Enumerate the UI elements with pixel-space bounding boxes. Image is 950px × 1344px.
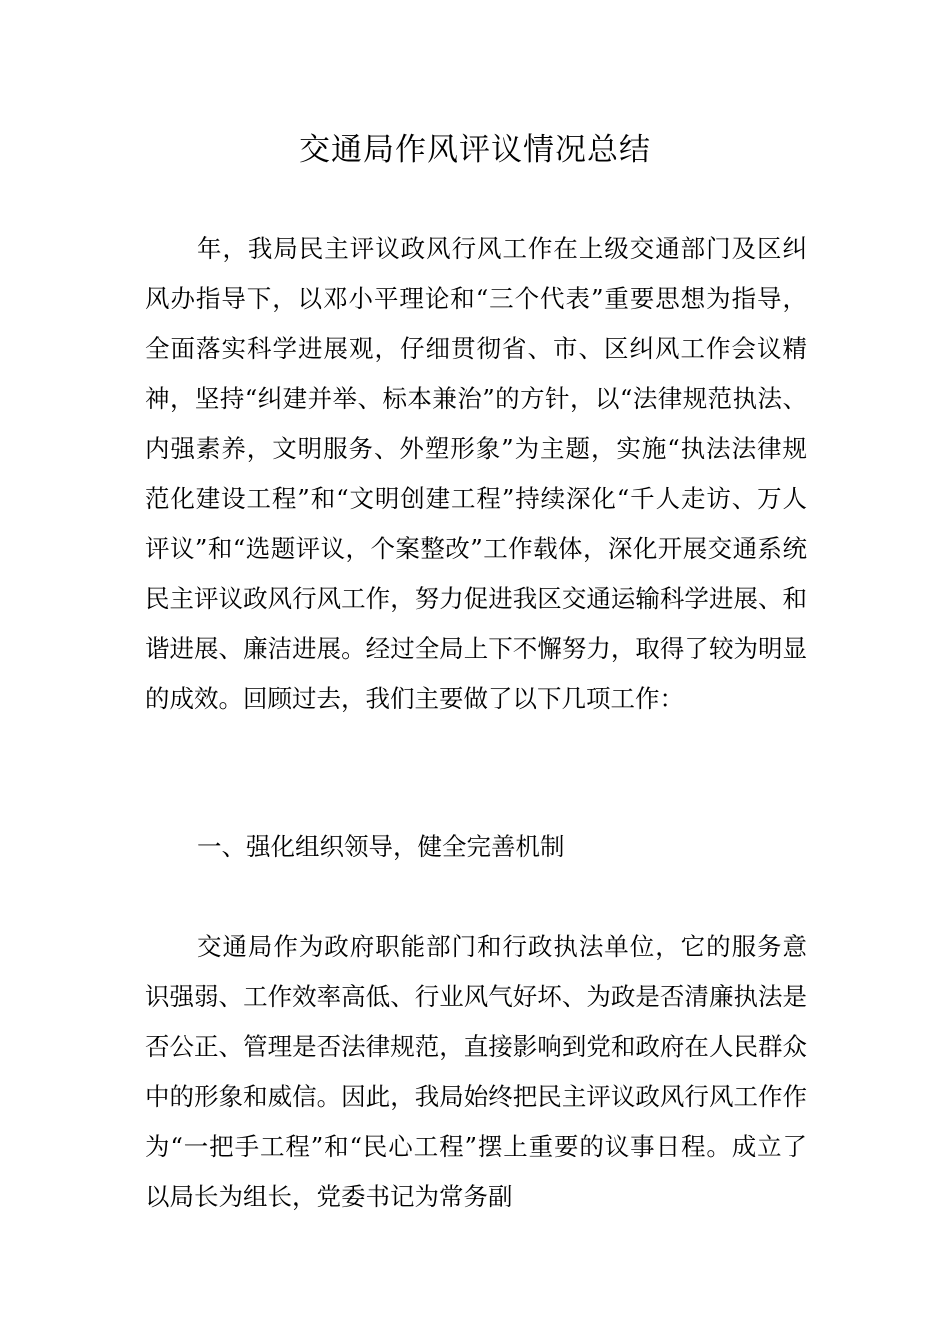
document-title: 交通局作风评议情况总结 [299, 132, 651, 168]
paragraph-section-1: 交通局作为政府职能部门和行政执法单位，它的服务意识强弱、工作效率高低、行业风气好坏、为政是否清廉执法是否公正、管理是否法律规范，直接影响到党和政府在人民群众中的形象和威信。因此，我局始终把民主评议政风行风工作作为“一把手工程”和“民心工程”摆上重要的议事日程。成立了以局长为组长，党委书记为常务副 [145, 932, 807, 1211]
section-heading-1: 一、强化组织领导，健全完善机制 [197, 832, 565, 861]
paragraph-intro: 年，我局民主评议政风行风工作在上级交通部门及区纠风办指导下，以邓小平理论和“三个代表”重要思想为指导，全面落实科学进展观，仔细贯彻省、市、区纠风工作会议精神，坚持“纠建并举、标本兼治”的方针，以“法律规范执法、内强素养，文明服务、外塑形象”为主题，实施“执法法律规范化建设工程”和“文明创建工程”持续深化“千人走访、万人评议”和“选题评议，个案整改”工作载体，深化开展交通系统民主评议政风行风工作，努力促进我区交通运输科学进展、和谐进展、廉洁进展。经过全局上下不懈努力，取得了较为明显的成效。回顾过去，我们主要做了以下几项工作： [145, 234, 807, 713]
